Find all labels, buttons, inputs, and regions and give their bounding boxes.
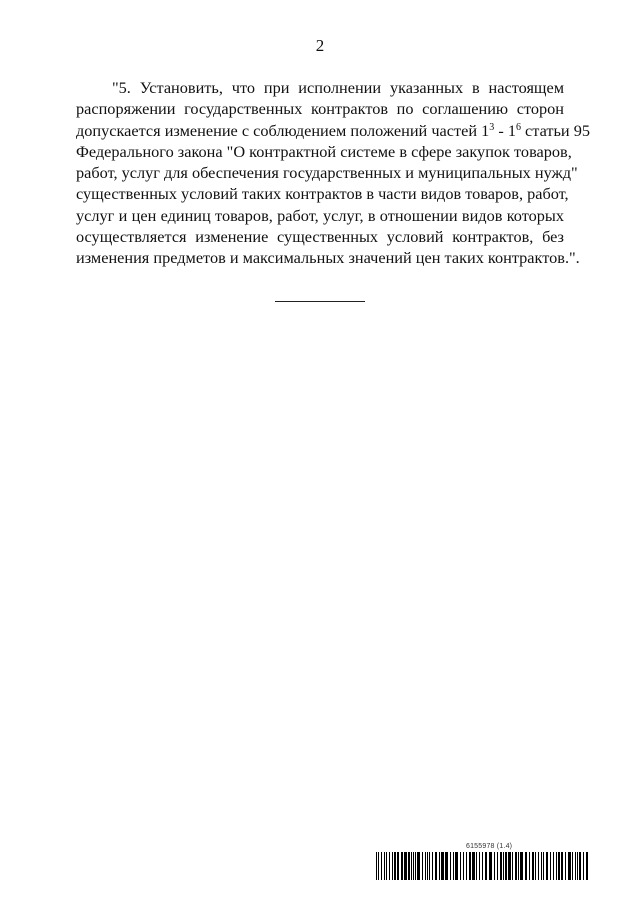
part-reference-start: 1 (481, 120, 490, 140)
range-separator: - (494, 120, 508, 140)
paragraph-line: изменения предметов и максимальных значений цен таких контрактов.". (76, 248, 580, 268)
barcode-bar (588, 852, 590, 880)
part-reference-end-superscript: 6 (515, 121, 521, 133)
page-number: 2 (315, 36, 325, 55)
paragraph-line: распоряжении государственных контрактов по соглашению сторон (76, 99, 564, 119)
paragraph-line: осуществляется изменение существенных условий контрактов, без (76, 227, 564, 247)
paragraph-line: услуг и цен единиц товаров, работ, услуг, в отношении видов которых (76, 205, 564, 225)
part-reference-end: 1 (507, 120, 516, 140)
document-paragraph (76, 77, 590, 269)
part-reference-start-superscript: 3 (489, 121, 495, 133)
document-code: 6155978 (1.4) (466, 843, 513, 850)
paragraph-line: работ, услуг для обеспечения государственных и муниципальных нужд" (76, 163, 578, 183)
barcode (376, 852, 590, 880)
paragraph-line: существенных условий таких контрактов в части видов товаров, работ, (76, 184, 569, 204)
paragraph-line: "5. Установить, что при исполнении указанных в настоящем (112, 78, 564, 97)
separator-line (275, 301, 365, 302)
paragraph-line: Федерального закона "О контрактной системе в сфере закупок товаров, (76, 141, 572, 161)
paragraph-line (76, 120, 590, 141)
article-reference: статьи 95 (520, 120, 590, 140)
paragraph-line-text: допускается изменение с соблюдением положений частей (76, 120, 482, 140)
